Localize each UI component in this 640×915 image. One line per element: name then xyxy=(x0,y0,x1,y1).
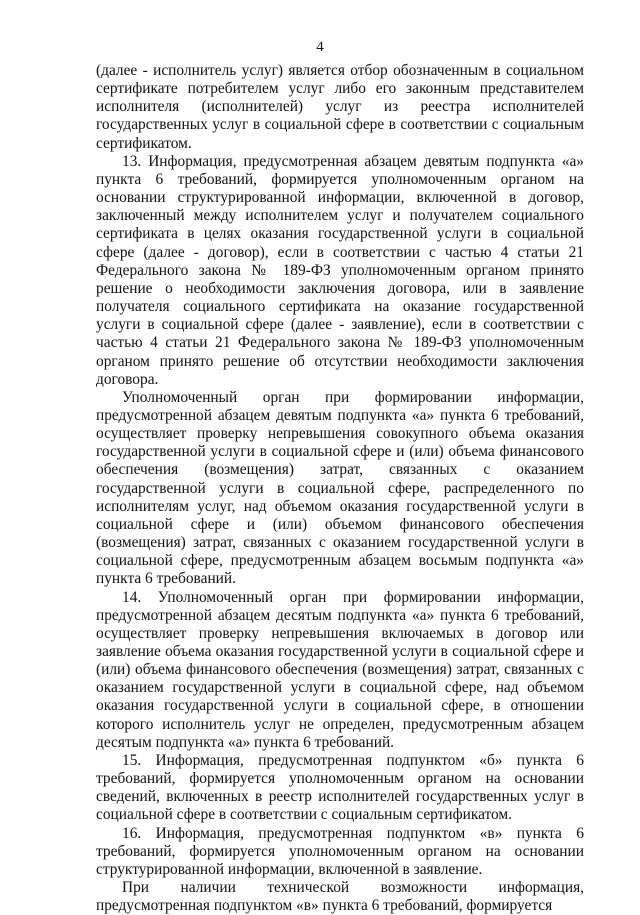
paragraph-continuation: (далее - исполнитель услуг) является отбор обозначенным в социальном сертификате потребителем услуг либо его законным представителем исполнителя (исполнителей) услуг из реестра исполнителей государственных услуг в социальной сфере в соответствии с социальным сертификатом. xyxy=(96,62,584,152)
paragraph-16-technical: При наличии технической возможности информация, предусмотренная подпунктом «в» пункта 6 требований, формируется xyxy=(96,879,584,915)
document-body xyxy=(96,62,584,915)
paragraph-14: 14. Уполномоченный орган при формировании информации, предусмотренной абзацем десятым подпункта «а» пункта 6 требований, осуществляет проверку непревышения включаемых в договор или заявление объема оказания государственной услуги в социальной сфере и (или) объема финансового обеспечения (возмещения) затрат, связанных с оказанием государственной услуги в социальной сфере, над объемом оказания государственной услуги в социальной сфере, в отношении которого исполнитель услуг не определен, предусмотренным абзацем десятым подпункта «а» пункта 6 требований. xyxy=(96,588,584,751)
paragraph-15: 15. Информация, предусмотренная подпунктом «б» пункта 6 требований, формируется уполномоченным органом на основании сведений, включенных в реестр исполнителей государственных услуг в социальной сфере в соответствии с социальным сертификатом. xyxy=(96,751,584,824)
paragraph-16: 16. Информация, предусмотренная подпунктом «в» пункта 6 требований, формируется уполномоченным органом на основании структурированной информации, включенной в заявление. xyxy=(96,824,584,878)
paragraph-13: 13. Информация, предусмотренная абзацем девятым подпункта «а» пункта 6 требований, формируется уполномоченным органом на основании структурированной информации, включенной в договор, заключенный между исполнителем услуг и получателем социального сертификата в целях оказания государственной услуги в социальной сфере (далее - договор), если в соответствии с частью 4 статьи 21 Федерального закона № 189-ФЗ уполномоченным органом принято решение о необходимости заключения договора, или в заявление получателя социального сертификата на оказание государственной услуги в социальной сфере (далее - заявление), если в соответствии с частью 4 статьи 21 Федерального закона № 189-ФЗ уполномоченным органом принято решение об отсутствии необходимости заключения договора. xyxy=(96,152,584,388)
paragraph-13-verification: Уполномоченный орган при формировании информации, предусмотренной абзацем девятым подпункта «а» пункта 6 требований, осуществляет проверку непревышения совокупного объема оказания государственной услуги в социальной сфере и (или) объема финансового обеспечения (возмещения) затрат, связанных с оказанием государственной услуги в социальной сфере, распределенного по исполнителям услуг, над объемом оказания государственной услуги в социальной сфере и (или) объемом финансового обеспечения (возмещения) затрат, связанных с оказанием государственной услуги в социальной сфере, предусмотренным абзацем восьмым подпункта «а» пункта 6 требований. xyxy=(96,388,584,588)
page-number: 4 xyxy=(316,39,324,55)
